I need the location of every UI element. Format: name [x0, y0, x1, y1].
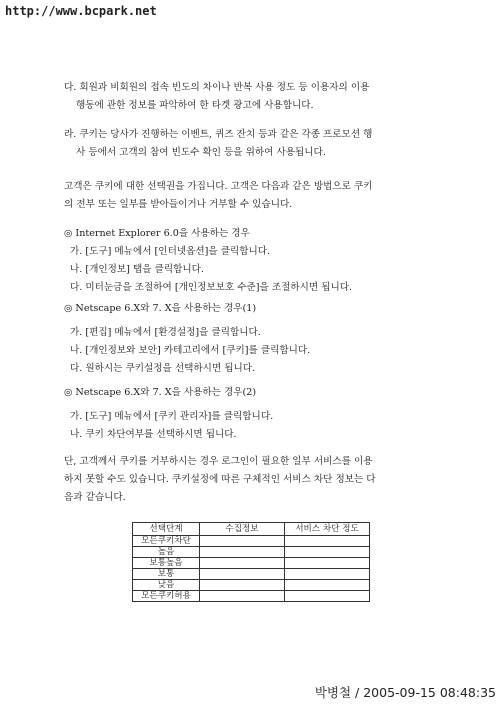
- step-item: 가. [편집] 메뉴에서 [환경설정]을 클릭합니다.: [70, 327, 261, 338]
- table-row: [133, 580, 370, 591]
- table-cell: [285, 536, 370, 547]
- step-item: 가. [도구] 메뉴에서 [쿠키 관리자]를 클릭합니다.: [70, 411, 274, 422]
- table-cell: 높음: [133, 547, 200, 558]
- section-netscape-1: [64, 300, 424, 378]
- text-line: 라. 쿠키는 당사가 진행하는 이벤트, 퀴즈 잔치 등과 같은 각종 프로모션 행: [64, 129, 373, 140]
- step-item: 가. [도구] 메뉴에서 [인터넷옵션]을 클릭합니다.: [70, 246, 271, 257]
- table-cell: [285, 547, 370, 558]
- table-cell: [200, 536, 285, 547]
- step-item: 다. 미터눈금을 조절하여 [개인정보보호 수준]을 조절하시면 됩니다.: [70, 282, 353, 293]
- table-cell: [285, 591, 370, 602]
- author-timestamp-signature: 박병철 / 2005-09-15 08:48:35: [314, 685, 496, 700]
- text-line: 단, 고객께서 쿠키를 거부하시는 경우 로그인이 필요한 일부 서비스를 이용: [64, 456, 373, 467]
- paragraph-refuse: [64, 453, 424, 507]
- table-row: [133, 558, 370, 569]
- table-header: 선택단계: [133, 523, 200, 536]
- section-internet-explorer: [64, 225, 424, 297]
- table-cell: 모든쿠키허용: [133, 591, 200, 602]
- paragraph-cookie-choice: [64, 178, 424, 214]
- text-line: 하지 못할 수도 있습니다. 쿠키설정에 따른 구체적인 서비스 차단 정보는 다: [64, 474, 376, 485]
- table-cell: [200, 591, 285, 602]
- table-header: 수집정보: [200, 523, 285, 536]
- table-cell: [200, 547, 285, 558]
- table-cell: [200, 569, 285, 580]
- paragraph-da: [64, 79, 424, 115]
- step-item: 다. 원하시는 쿠키설정을 선택하시면 됩니다.: [70, 363, 256, 374]
- table-cell: [200, 558, 285, 569]
- text-line: 다. 회원과 비회원의 접속 빈도의 차이나 반복 사용 정도 등 이용자의 이용: [64, 82, 370, 93]
- section-heading: ◎ Internet Explorer 6.0을 사용하는 경우: [64, 228, 250, 239]
- table-cell: [200, 580, 285, 591]
- section-netscape-2: [64, 384, 424, 444]
- step-item: 나. 쿠키 차단여부를 선택하시면 됩니다.: [70, 429, 237, 440]
- table-cell: [285, 558, 370, 569]
- table-header: 서비스 차단 정도: [285, 523, 370, 536]
- table-row: [133, 591, 370, 602]
- table-cell: [285, 580, 370, 591]
- text-line: 의 전부 또는 일부를 받아들이거나 거부할 수 있습니다.: [64, 199, 293, 210]
- section-heading: ◎ Netscape 6.X와 7. X을 사용하는 경우(2): [64, 387, 257, 398]
- table-row: [133, 547, 370, 558]
- table-cell: 보통: [133, 569, 200, 580]
- cookie-block-table: [132, 522, 370, 602]
- step-item: 나. [개인정보와 보안] 카테고리에서 [쿠키]를 클릭합니다.: [70, 345, 311, 356]
- paragraph-ra: [64, 126, 424, 162]
- table-cell: [285, 569, 370, 580]
- table-cell: 보통높음: [133, 558, 200, 569]
- table-cell: 낮음: [133, 580, 200, 591]
- text-line: 사 등에서 고객의 참여 빈도수 확인 등을 위하여 사용됩니다.: [76, 147, 326, 158]
- table-row: [133, 536, 370, 547]
- watermark-url: http://www.bcpark.net: [5, 4, 157, 18]
- text-line: 음과 같습니다.: [64, 492, 126, 503]
- step-item: 나. [개인정보] 탭을 클릭합니다.: [70, 264, 204, 275]
- table-cell: 모든쿠키차단: [133, 536, 200, 547]
- section-heading: ◎ Netscape 6.X와 7. X을 사용하는 경우(1): [64, 303, 257, 314]
- table-row: [133, 569, 370, 580]
- text-line: 행동에 관한 정보를 파악하여 한 타겟 광고에 사용합니다.: [76, 100, 314, 111]
- text-line: 고객은 쿠키에 대한 선택권을 가집니다. 고객은 다음과 같은 방법으로 쿠키: [64, 181, 373, 192]
